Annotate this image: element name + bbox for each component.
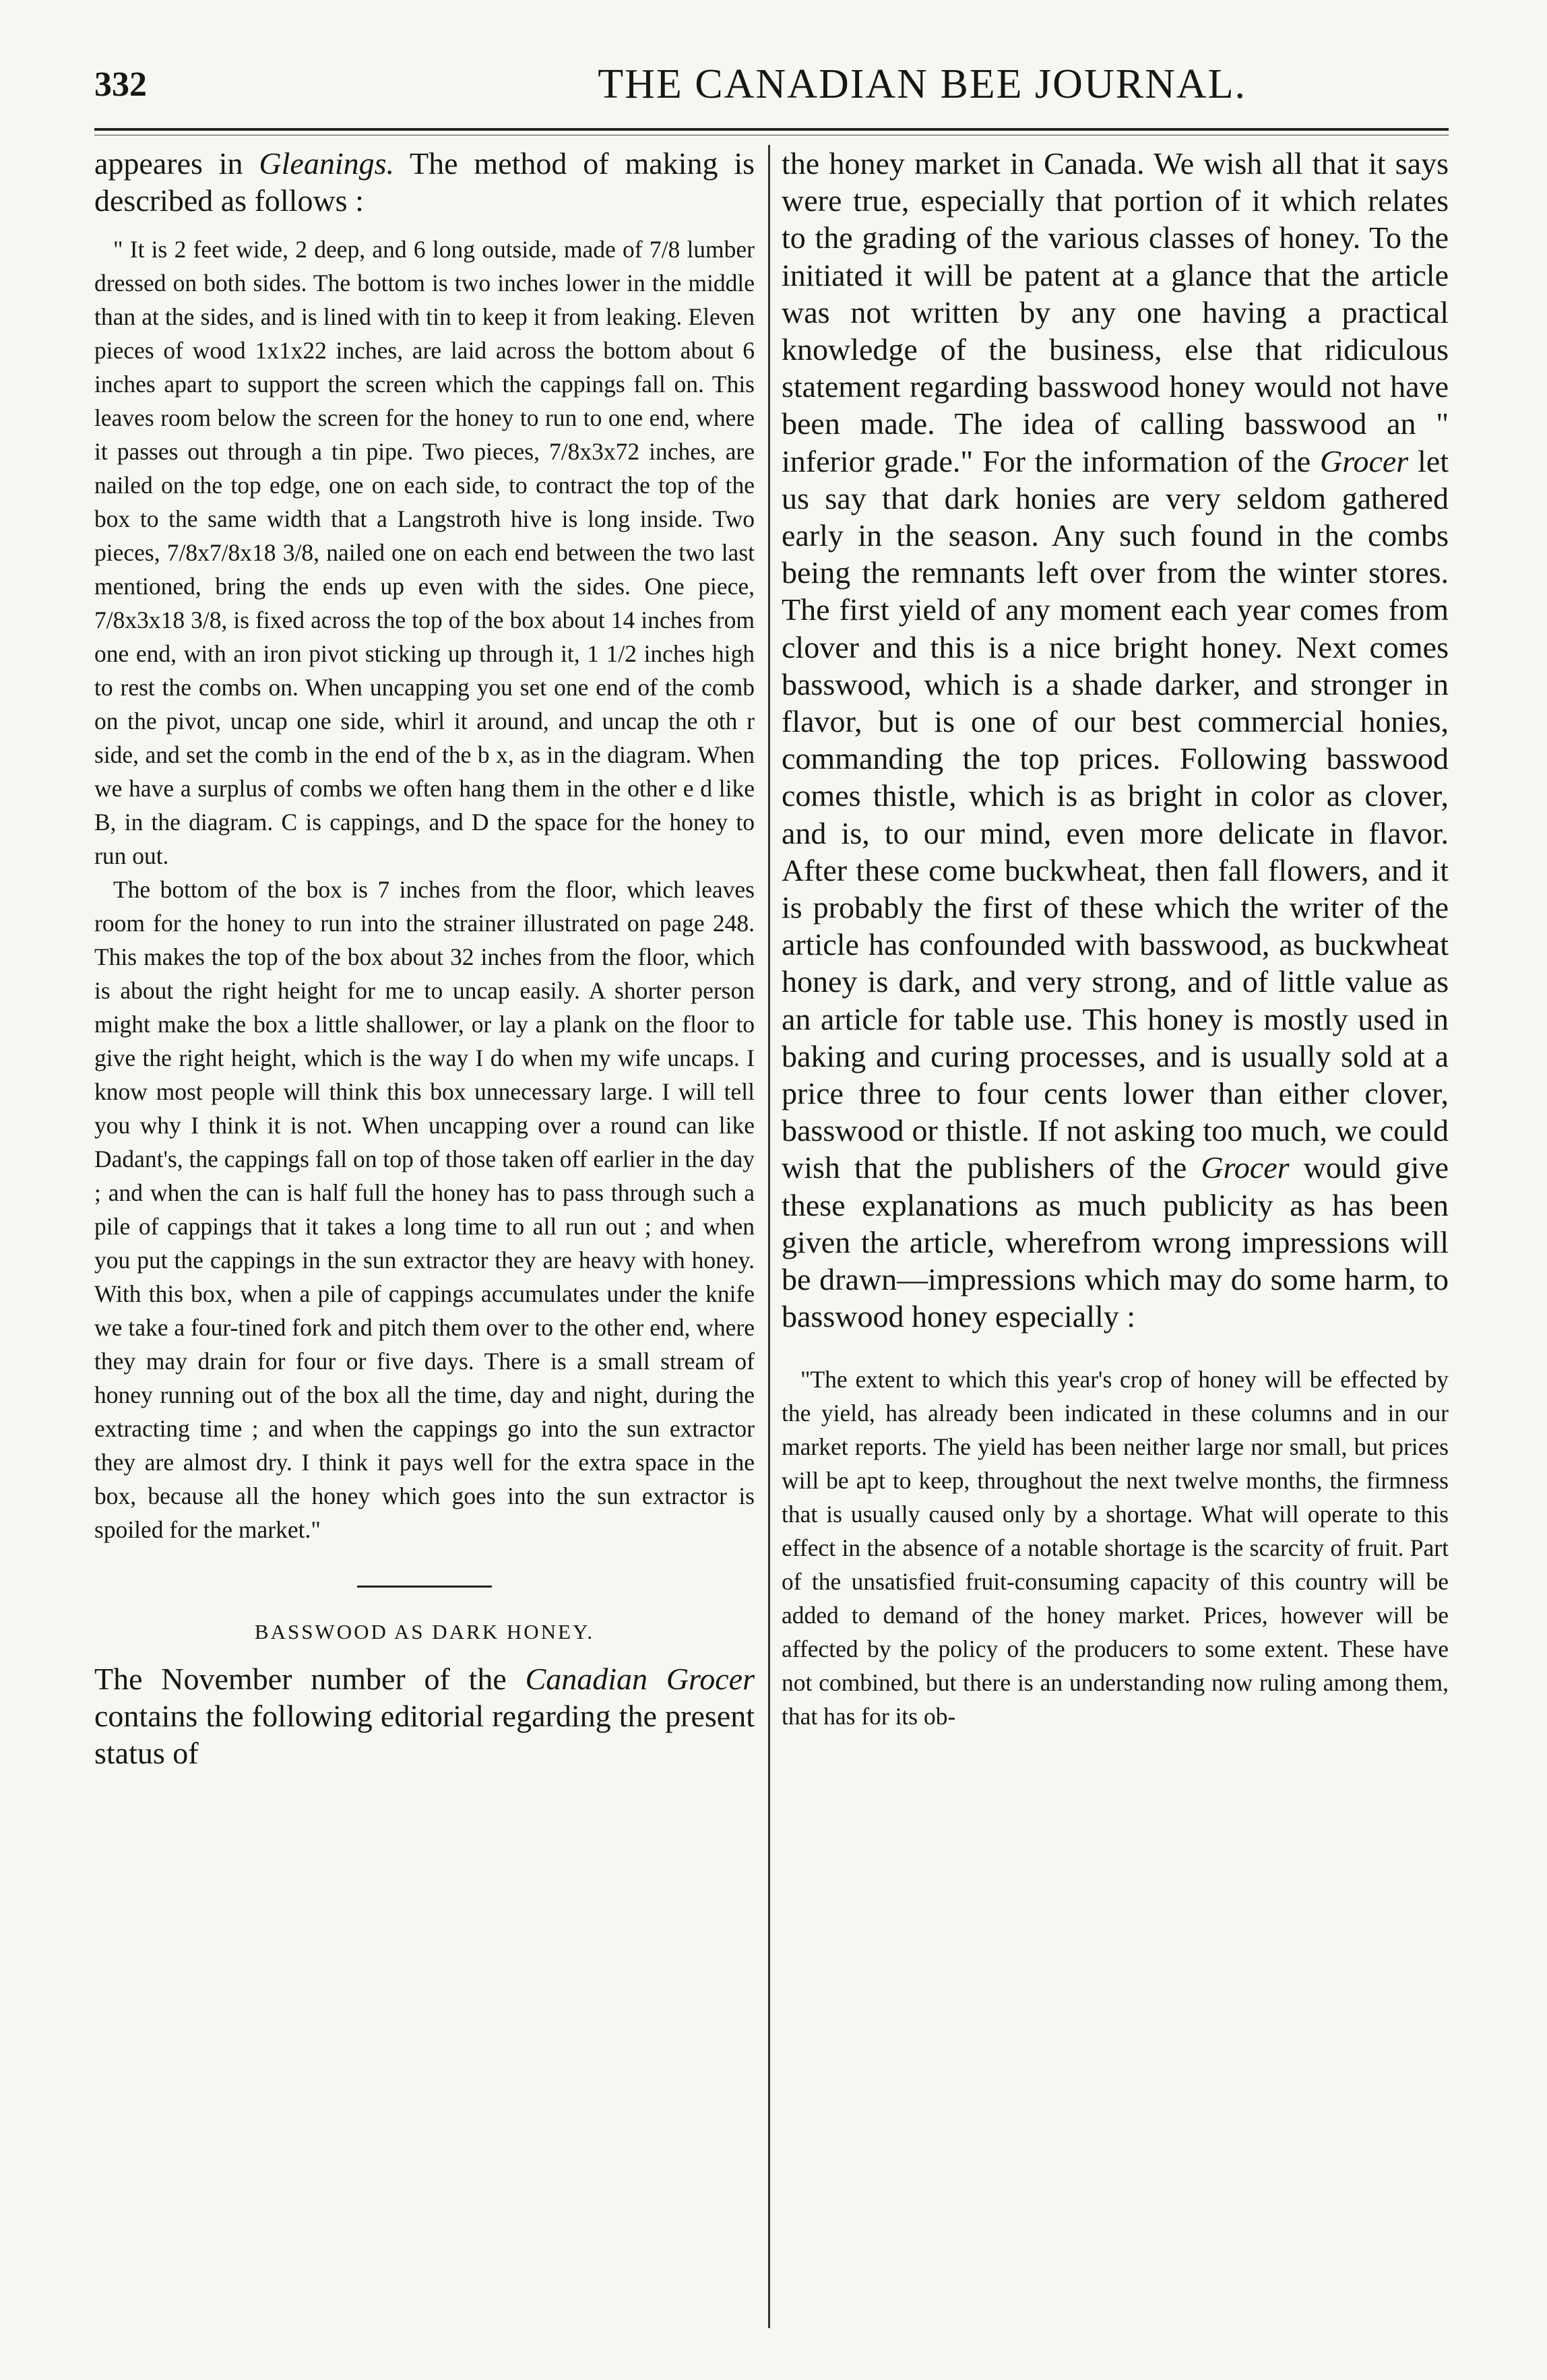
- section-separator: [357, 1586, 492, 1588]
- section-intro-text: The November number of the: [94, 1662, 526, 1696]
- editorial-text-3: would give these explanations as much publicity as has been given the article, wherefrom wrong impressions will be drawn—impressions which may do some harm, to basswood honey especially :: [782, 1150, 1449, 1334]
- page-number: 332: [94, 65, 147, 104]
- editorial-italic-grocer-1: Grocer: [1320, 443, 1409, 478]
- editorial-italic-grocer-2: Grocer: [1201, 1150, 1290, 1185]
- page-header: [94, 47, 1449, 121]
- quoted-box-description: " It is 2 feet wide, 2 deep, and 6 long outside, made of 7/8 lumber dressed on both sides. The bottom is two inches lower in the middle than at the sides, and is lined with tin to keep it from leaking. Eleven pieces of wood 1x1x22 inches, are laid across the bottom about 6 inches apart to support the screen which the cappings fall on. This leaves room below the screen for the honey to run to one end, where it passes out through a tin pipe. Two pieces, 7/8x3x72 inches, are nailed on the top edge, one on each side, to contract the top of the box to the same width that a Langstroth hive is long inside. Two pieces, 7/8x7/8x18 3/8, nailed one on each end between the two last mentioned, bring the ends up even with the sides. One piece, 7/8x3x18 3/8, is fixed across the top of the box about 14 inches from one end, with an iron pivot sticking up through it, 1 1/2 inches high to rest the combs on. When uncapping you set one end of the comb on the pivot, uncap one side, whirl it around, and uncap the oth r side, and set the comb in the end of the b x, as in the diagram. When we have a surplus of combs we often hang them in the other e d like B, in the diagram. C is cappings, and D the space for the honey to run out.: [94, 236, 755, 869]
- left-column: [94, 145, 755, 1785]
- editorial-response: [782, 145, 1449, 1336]
- editorial-text-1: the honey market in Canada. We wish all that it says were true, especially that portion of it which relates to the grading of the various classes of honey. To the initiated it will be patent at a glance that the article was not written by any one having a practical knowledge of the business, else that ridiculous statement regarding basswood honey would not have been made. The idea of calling basswood an " inferior grade." For the information of the: [782, 146, 1449, 478]
- intro-text: appeares in: [94, 146, 259, 181]
- left-intro: [94, 145, 755, 219]
- section-intro-text-end: contains the following editorial regarding the present status of: [94, 1699, 755, 1770]
- journal-title: THE CANADIAN BEE JOURNAL.: [598, 61, 1246, 107]
- right-column: [782, 145, 1449, 1733]
- section-heading: BASSWOOD AS DARK HONEY.: [254, 1620, 595, 1643]
- column-divider: [768, 145, 770, 2328]
- section-intro-italic-grocer: Canadian Grocer: [525, 1662, 755, 1696]
- header-rule: [94, 128, 1449, 131]
- quoted-grocer-editorial: "The extent to which this year's crop of honey will be effected by the yield, has already been indicated in these columns and in our market reports. The yield has been neither large nor small, but prices will be apt to keep, throughout the next twelve months, the firmness that is usually caused only by a shortage. What will operate to this effect in the absence of a notable shortage is the scarcity of fruit. Part of the unsatisfied fruit-consuming capacity of this country will be added to demand of the honey market. Prices, however will be affected by the policy of the producers to some extent. These have not combined, but there is an understanding now ruling among them, that has for its ob-: [782, 1365, 1449, 1730]
- section-intro: [94, 1660, 755, 1772]
- box-height-paragraph: The bottom of the box is 7 inches from the floor, which leaves room for the honey to run into the strainer illustrated on page 248. This makes the top of the box about 32 inches from the floor, which is about the right height for me to uncap easily. A shorter person might make the box a little shallower, or lay a plank on the floor to give the right height, which is the way I do when my wife uncaps. I know most people will think this box unnecessary large. I will tell you why I think it is not. When uncapping over a round can like Dadant's, the cappings fall on top of those taken off earlier in the day ; and when the can is half full the honey has to pass through such a pile of cappings that it takes a long time to all run out ; and when you put the cappings in the sun extractor they are heavy with honey. With this box, when a pile of cappings accumulates under the knife we take a four-tined fork and pitch them over to the other end, where they may drain for four or five days. There is a small stream of honey running out of the box all the time, day and night, during the extracting time ; and when the cappings go into the sun extractor they are almost dry. I think it pays well for the extra space in the box, because all the honey which goes into the sun extractor is spoiled for the market.": [94, 876, 755, 1543]
- intro-italic-gleanings: Gleanings.: [259, 146, 395, 181]
- intro-text-end: The method of making is described as follows :: [94, 146, 755, 218]
- editorial-text-2: let us say that dark honies are very seldom gathered early in the season. Any such found in the combs being the remnants left over from the winter stores. The first yield of any moment each year comes from clover and this is a nice bright honey. Next comes basswood, which is a shade darker, and stronger in flavor, but is one of our best commercial honies, commanding the top prices. Following basswood comes thistle, which is as bright in color as clover, and is, to our mind, even more delicate in flavor. After these come buckwheat, then fall flowers, and it is probably the first of these which the writer of the article has confounded with basswood, as buckwheat honey is dark, and very strong, and of little value as an article for table use. This honey is mostly used in baking and curing processes, and is usually sold at a price three to four cents lower than either clover, basswood or thistle. If not asking too much, we could wish that the publishers of the: [782, 443, 1449, 1185]
